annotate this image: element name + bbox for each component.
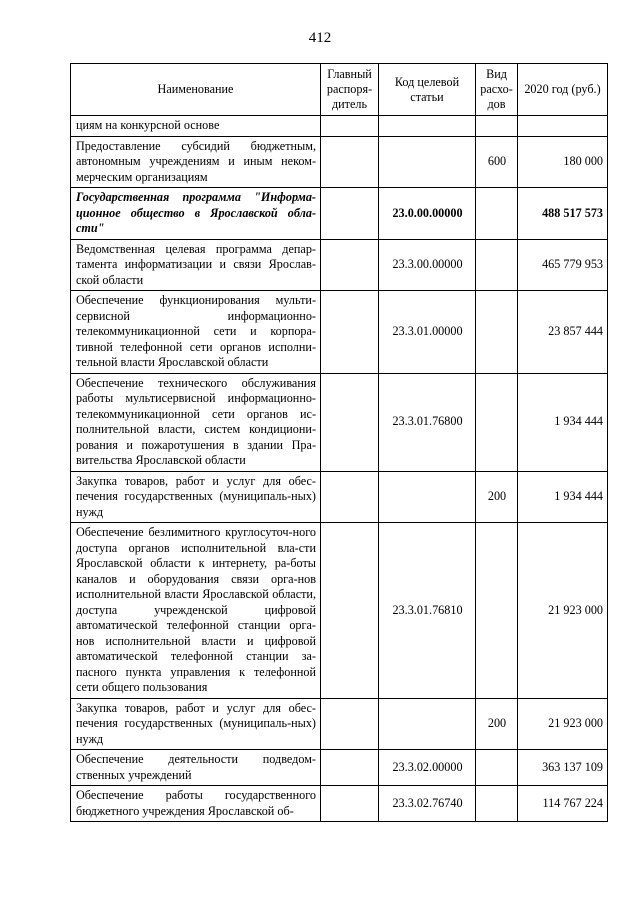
table-row xyxy=(71,291,608,374)
cell-admin xyxy=(321,750,379,786)
header-admin: Главный распоря-дитель xyxy=(321,64,379,116)
cell-type xyxy=(476,291,518,374)
cell-type xyxy=(476,188,518,240)
cell-type: 600 xyxy=(476,136,518,188)
cell-type xyxy=(476,239,518,291)
cell-admin xyxy=(321,188,379,240)
table-row xyxy=(71,136,608,188)
cell-name: Обеспечение безлимитного круглосуточ-ного доступа органов исполнительной вла-сти Ярославской области к интернету, ра-боты каналов и оборудования связи орга-нов исполнительной власти Ярославской области, доступа учрежденской цифровой автоматической телефонной станции орга-нов исполнительной власти и цифровой автоматической телефонной станции за-пасного пункта управления к телефонной сети общего пользования xyxy=(71,523,321,699)
cell-amount: 363 137 109 xyxy=(518,750,608,786)
cell-amount: 21 923 000 xyxy=(518,523,608,699)
table-row xyxy=(71,786,608,822)
cell-type xyxy=(476,373,518,471)
cell-amount: 21 923 000 xyxy=(518,698,608,750)
cell-type: 200 xyxy=(476,471,518,523)
table-row xyxy=(71,239,608,291)
cell-type xyxy=(476,750,518,786)
cell-amount: 180 000 xyxy=(518,136,608,188)
cell-code: 23.3.00.00000 xyxy=(379,239,476,291)
cell-code xyxy=(379,116,476,137)
cell-type: 200 xyxy=(476,698,518,750)
cell-code xyxy=(379,698,476,750)
cell-name: Предоставление субсидий бюджетным, автономным учреждениям и иным неком-мерческим организациям xyxy=(71,136,321,188)
cell-name: Закупка товаров, работ и услуг для обес-печения государственных (муниципаль-ных) нужд xyxy=(71,698,321,750)
cell-code: 23.3.01.76800 xyxy=(379,373,476,471)
cell-amount: 114 767 224 xyxy=(518,786,608,822)
cell-name: Обеспечение технического обслуживания работы мультисервисной информационно-телекоммуникационной сети органов ис-полнительной власти, систем кондициони-рования и пожаротушения в здании Пра-вительства Ярославской области xyxy=(71,373,321,471)
cell-type xyxy=(476,523,518,699)
header-type: Вид расхо-дов xyxy=(476,64,518,116)
table-row xyxy=(71,523,608,699)
cell-code: 23.3.02.00000 xyxy=(379,750,476,786)
cell-admin xyxy=(321,373,379,471)
cell-type xyxy=(476,116,518,137)
cell-amount: 488 517 573 xyxy=(518,188,608,240)
cell-code: 23.3.01.00000 xyxy=(379,291,476,374)
cell-name: Обеспечение работы государственного бюджетного учреждения Ярославской об- xyxy=(71,786,321,822)
cell-admin xyxy=(321,786,379,822)
table-row xyxy=(71,116,608,137)
table-row xyxy=(71,373,608,471)
cell-admin xyxy=(321,136,379,188)
cell-admin xyxy=(321,239,379,291)
cell-amount: 1 934 444 xyxy=(518,373,608,471)
table-row xyxy=(71,698,608,750)
cell-admin xyxy=(321,291,379,374)
table-row xyxy=(71,471,608,523)
cell-name: Обеспечение деятельности подведом-ственных учреждений xyxy=(71,750,321,786)
cell-admin xyxy=(321,523,379,699)
cell-name: Закупка товаров, работ и услуг для обес-печения государственных (муниципаль-ных) нужд xyxy=(71,471,321,523)
table-row xyxy=(71,188,608,240)
page-number: 412 xyxy=(308,30,332,46)
cell-amount: 23 857 444 xyxy=(518,291,608,374)
cell-name: Обеспечение функционирования мульти-сервисной информационно-телекоммуникационной сети и корпора-тивной телефонной сети органов исполни-тельной власти Ярославской области xyxy=(71,291,321,374)
budget-table xyxy=(70,63,608,822)
cell-code: 23.0.00.00000 xyxy=(379,188,476,240)
cell-code: 23.3.01.76810 xyxy=(379,523,476,699)
cell-amount xyxy=(518,116,608,137)
cell-code xyxy=(379,471,476,523)
header-amount: 2020 год (руб.) xyxy=(518,64,608,116)
header-code: Код целевой статьи xyxy=(379,64,476,116)
cell-amount: 1 934 444 xyxy=(518,471,608,523)
cell-admin xyxy=(321,698,379,750)
cell-name: циям на конкурсной основе xyxy=(71,116,321,137)
cell-code: 23.3.02.76740 xyxy=(379,786,476,822)
cell-admin xyxy=(321,116,379,137)
table-row xyxy=(71,750,608,786)
cell-name: Государственная программа "Информа-ционное общество в Ярославской обла-сти" xyxy=(71,188,321,240)
header-name: Наименование xyxy=(71,64,321,116)
cell-amount: 465 779 953 xyxy=(518,239,608,291)
cell-type xyxy=(476,786,518,822)
cell-name: Ведомственная целевая программа депар-тамента информатизации и связи Ярослав-ской области xyxy=(71,239,321,291)
table-header-row xyxy=(71,64,608,116)
cell-code xyxy=(379,136,476,188)
cell-admin xyxy=(321,471,379,523)
table-body xyxy=(71,116,608,822)
